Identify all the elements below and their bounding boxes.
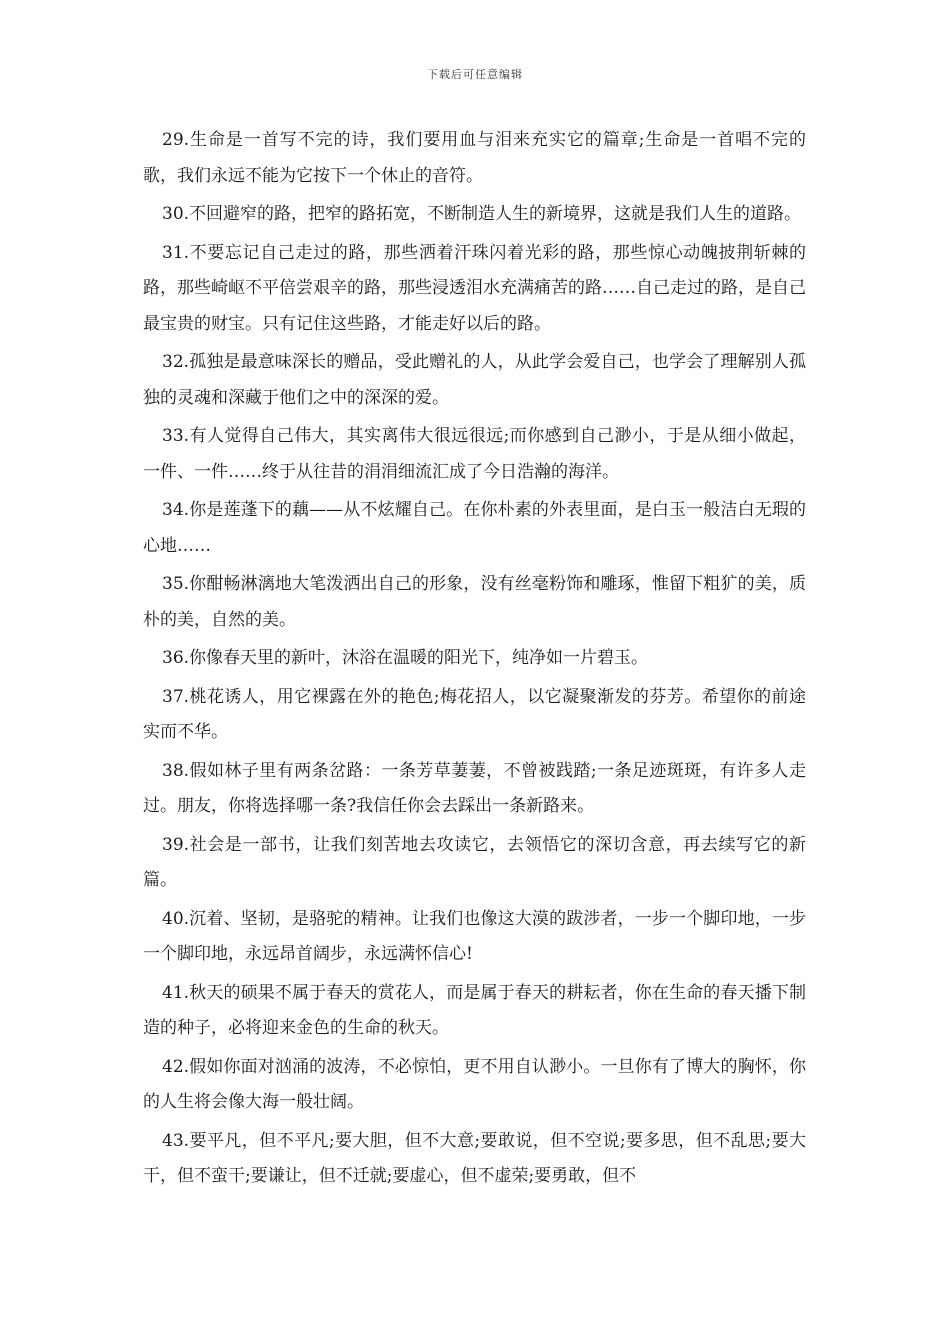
item-number: 29.: [162, 130, 190, 150]
list-item: [143, 567, 806, 638]
list-item: [143, 828, 806, 899]
list-item: [143, 1050, 806, 1121]
item-number: 37.: [162, 686, 190, 707]
item-text: 沉着、坚韧，是骆驼的精神。让我们也像这大漠的跋涉者，一步一个脚印地，一步一个脚印地，永远昂首阔步，永远满怀信心!: [143, 908, 806, 964]
item-text: 秋天的硕果不属于春天的赏花人，而是属于春天的耕耘者，你在生命的春天播下制造的种子，必将迎来金色的生命的秋天。: [143, 982, 806, 1038]
item-number: 36.: [162, 648, 190, 668]
list-item: [143, 123, 806, 194]
item-text: 你酣畅淋漓地大笔泼洒出自己的形象，没有丝毫粉饰和雕琢，惟留下粗犷的美，质朴的美，自然的美。: [143, 574, 806, 630]
item-text: 有人觉得自己伟大，其实离伟大很远很远;而你感到自己渺小，于是从细小做起，一件、一件……终于从往昔的涓涓细流汇成了今日浩瀚的海洋。: [143, 426, 806, 482]
item-number: 43.: [162, 1130, 190, 1151]
item-text: 你像春天里的新叶，沐浴在温暖的阳光下，纯净如一片碧玉。: [189, 648, 649, 668]
item-number: 39.: [162, 834, 190, 855]
item-number: 42.: [162, 1056, 190, 1077]
item-text: 不回避窄的路，把窄的路拓宽，不断制造人生的新境界，这就是我们人生的道路。: [189, 204, 802, 224]
item-number: 30.: [162, 204, 190, 224]
list-item: [143, 754, 806, 825]
item-number: 31.: [162, 242, 190, 263]
list-item: [143, 236, 806, 343]
item-number: 34.: [162, 500, 190, 520]
item-text: 假如林子里有两条岔路：一条芳草萋萋，不曾被践踏;一条足迹斑斑，有许多人走过。朋友，你将选择哪一条?我信任你会去踩出一条新路来。: [143, 760, 806, 816]
list-item: [143, 419, 806, 490]
item-text: 生命是一首写不完的诗，我们要用血与泪来充实它的篇章;生命是一首唱不完的歌，我们永远不能为它按下一个休止的音符。: [143, 130, 806, 186]
list-item: [143, 641, 806, 677]
item-number: 32.: [162, 352, 190, 372]
item-text: 社会是一部书，让我们刻苦地去攻读它，去领悟它的深切含意，再去续写它的新篇。: [143, 834, 806, 890]
item-number: 35.: [162, 574, 190, 594]
item-text: 桃花诱人，用它裸露在外的艳色;梅花招人，以它凝聚渐发的芬芳。希望你的前途实而不华。: [143, 686, 806, 742]
list-item: [143, 197, 806, 233]
item-number: 41.: [162, 982, 190, 1003]
item-text: 要平凡，但不平凡;要大胆，但不大意;要敢说，但不空说;要多思，但不乱思;要大干，但不蛮干;要谦让，但不迁就;要虚心，但不虚荣;要勇敢，但不: [143, 1130, 806, 1186]
item-number: 38.: [162, 760, 190, 781]
item-number: 40.: [162, 908, 190, 929]
item-text: 你是莲蓬下的藕——从不炫耀自己。在你朴素的外表里面，是白玉一般洁白无瑕的心地……: [143, 500, 806, 556]
list-item: [143, 680, 806, 751]
list-item: [143, 345, 806, 416]
item-text: 不要忘记自己走过的路，那些洒着汗珠闪着光彩的路，那些惊心动魄披荆斩棘的路，那些崎岖不平倍尝艰辛的路，那些浸透泪水充满痛苦的路……自己走过的路，是自己最宝贵的财宝。只有记住这些路，才能走好以后的路。: [143, 242, 806, 334]
list-item: [143, 1124, 806, 1195]
list-item: [143, 493, 806, 564]
item-text: 孤独是最意味深长的赠品，受此赠礼的人，从此学会爱自己，也学会了理解别人孤独的灵魂和深藏于他们之中的深深的爱。: [143, 352, 806, 408]
page-header: 下载后可任意编辑: [427, 68, 523, 81]
list-item: [143, 902, 806, 973]
item-number: 33.: [162, 426, 190, 446]
document-body: [143, 123, 806, 1198]
item-text: 假如你面对汹涌的波涛，不必惊怕，更不用自认渺小。一旦你有了博大的胸怀，你的人生将会像大海一般壮阔。: [143, 1056, 806, 1112]
list-item: [143, 976, 806, 1047]
